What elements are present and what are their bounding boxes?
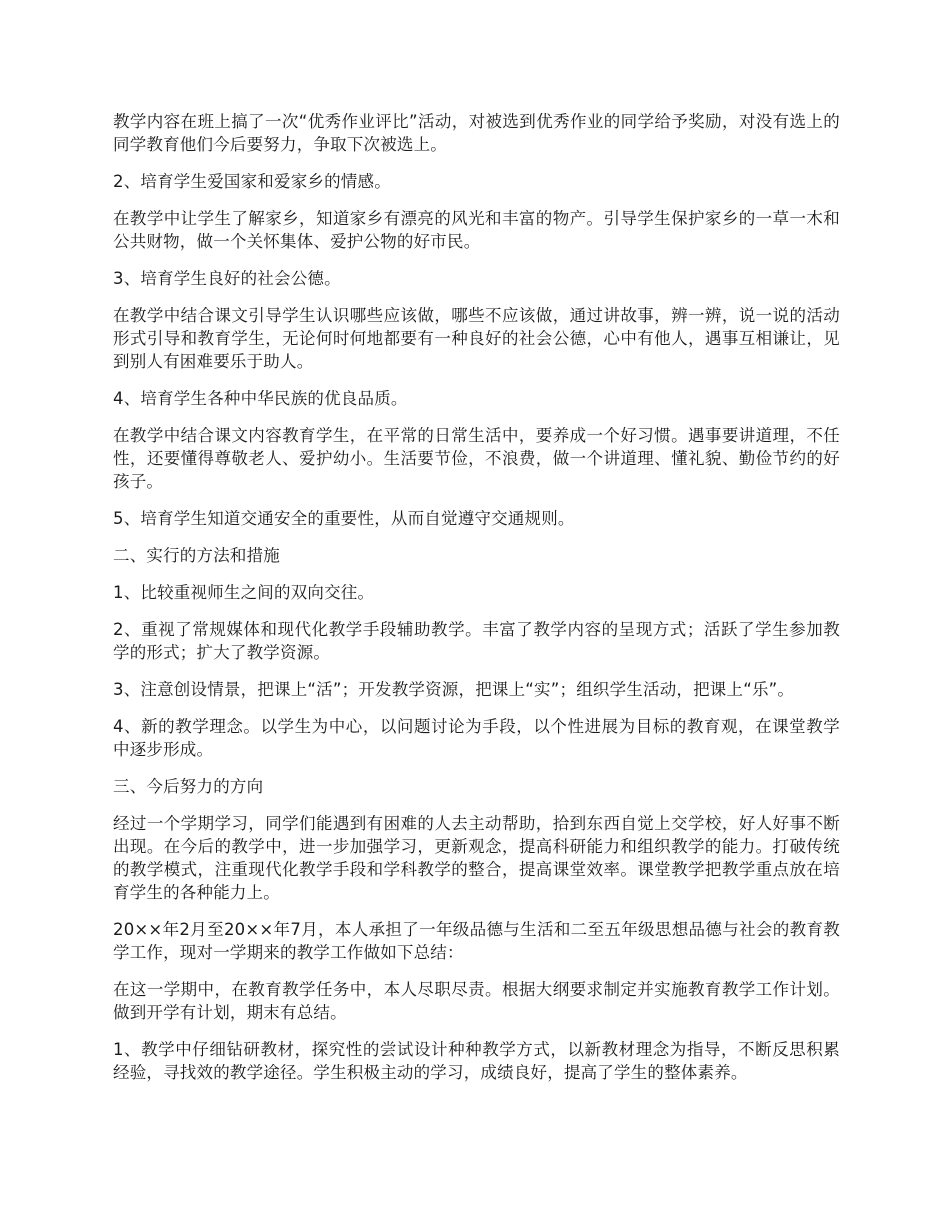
paragraph: 1、教学中仔细钻研教材，探究性的尝试设计种种教学方式，以新教材理念为指导，不断反思积累经验，寻找效的教学途径。学生积极主动的学习，成绩良好，提高了学生的整体素养。 xyxy=(113,1040,840,1082)
paragraph: 经过一个学期学习，同学们能遇到有困难的人去主动帮助，拾到东西自觉上交学校，好人好事不断出现。在今后的教学中，进一步加强学习，更新观念，提高科研能力和组织教学的能力。打破传统的教学模式，注重现代化教学手段和学科教学的整合，提高课堂效率。课堂教学把教学重点放在培育学生的各种能力上。 xyxy=(113,814,840,902)
section-heading: 三、今后努力的方向 xyxy=(113,777,264,796)
paragraph: 2、重视了常规媒体和现代化教学手段辅助教学。丰富了教学内容的呈现方式；活跃了学生参加教学的形式；扩大了教学资源。 xyxy=(113,620,840,662)
paragraph: 1、比较重视师生之间的双向交往。 xyxy=(113,583,375,602)
paragraph: 20××年2月至20××年7月，本人承担了一年级品德与生活和二至五年级思想品德与社会的教育教学工作，现对一学期来的教学工作做如下总结： xyxy=(113,920,840,962)
paragraph: 4、新的教学理念。以学生为中心，以问题讨论为手段，以个性进展为目标的教育观，在课堂教学中逐步形成。 xyxy=(113,717,840,759)
paragraph-heading: 3、培育学生良好的社会公德。 xyxy=(113,269,341,288)
paragraph: 在这一学期中，在教育教学任务中，本人尽职尽责。根据大纲要求制定并实施教育教学工作计划。做到开学有计划，期末有总结。 xyxy=(113,980,840,1022)
section-heading: 二、实行的方法和措施 xyxy=(113,546,280,565)
paragraph-heading: 4、培育学生各种中华民族的优良品质。 xyxy=(113,389,408,408)
paragraph: 在教学中让学生了解家乡，知道家乡有漂亮的风光和丰富的物产。引导学生保护家乡的一草一木和公共财物，做一个关怀集体、爱护公物的好市民。 xyxy=(113,209,840,251)
paragraph: 在教学中结合课文引导学生认识哪些应该做，哪些不应该做，通过讲故事，辨一辨，说一说的活动形式引导和教育学生，无论何时何地都要有一种良好的社会公德，心中有他人，遇事互相谦让，见到别人有困难要乐于助人。 xyxy=(113,306,840,371)
paragraph-heading: 2、培育学生爱国家和爱家乡的情感。 xyxy=(113,172,391,191)
paragraph: 教学内容在班上搞了一次“优秀作业评比”活动，对被选到优秀作业的同学给予奖励，对没有选上的同学教育他们今后要努力，争取下次被选上。 xyxy=(113,112,840,154)
paragraph-heading: 5、培育学生知道交通安全的重要性，从而自觉遵守交通规则。 xyxy=(113,509,575,528)
paragraph: 3、注意创设情景，把课上“活”；开发教学资源，把课上“实”；组织学生活动，把课上“乐”。 xyxy=(113,680,795,699)
paragraph: 在教学中结合课文内容教育学生，在平常的日常生活中，要养成一个好习惯。遇事要讲道理，不任性，还要懂得尊敬老人、爱护幼小。生活要节俭，不浪费，做一个讲道理、懂礼貌、勤俭节约的好孩子。 xyxy=(113,426,840,491)
